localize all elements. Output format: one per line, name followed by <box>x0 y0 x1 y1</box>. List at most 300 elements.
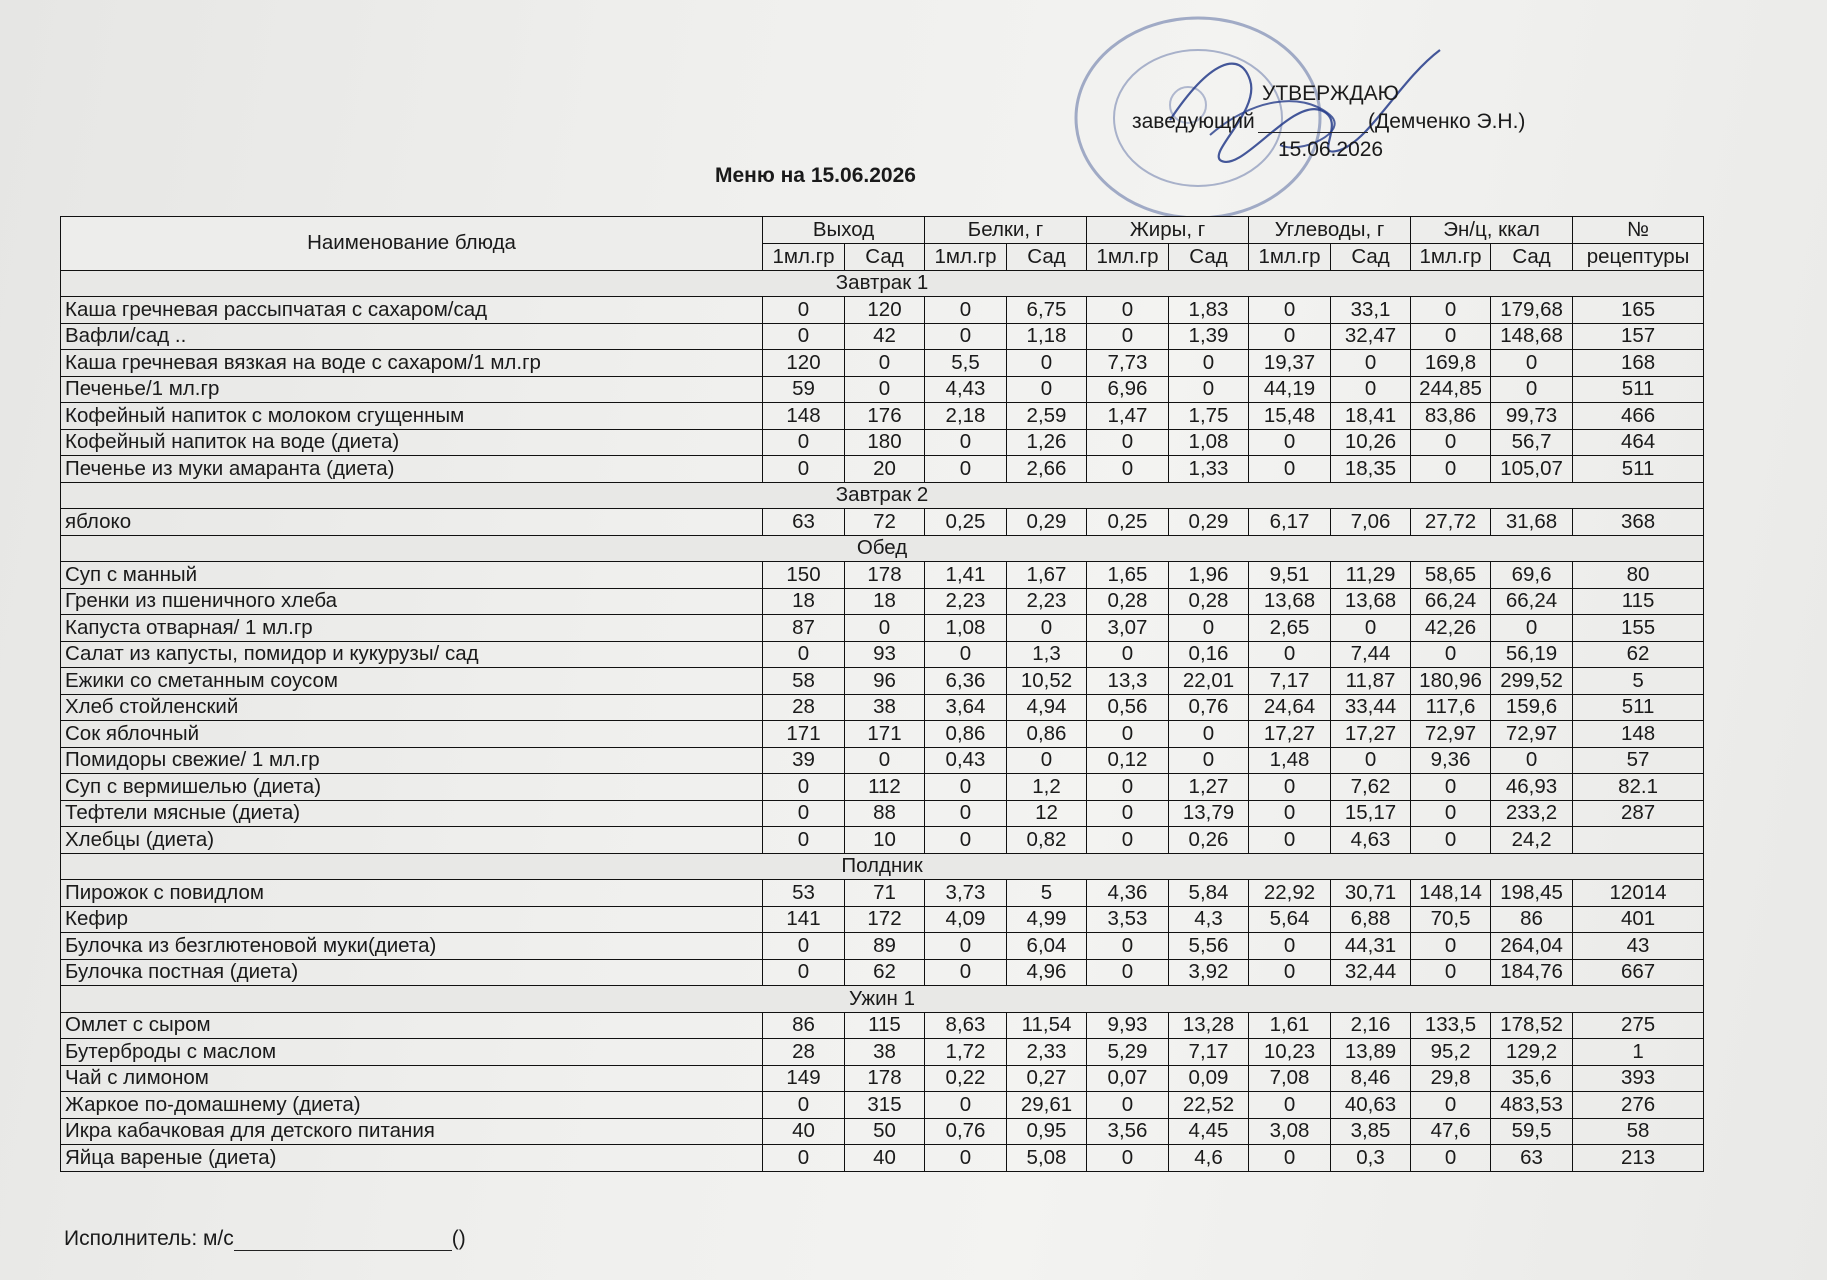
recipe-number: 1 <box>1573 1039 1704 1066</box>
value-cell: 120 <box>763 350 845 377</box>
value-cell: 1,61 <box>1249 1012 1331 1039</box>
approval-role: заведующий <box>1132 110 1255 133</box>
footer-suffix: () <box>451 1227 466 1250</box>
table-row <box>61 562 1704 589</box>
value-cell: 8,46 <box>1331 1065 1411 1092</box>
value-cell: 0 <box>1331 615 1411 642</box>
value-cell: 1,41 <box>925 562 1007 589</box>
header-recipe-top: № <box>1573 217 1704 244</box>
table-row <box>61 323 1704 350</box>
value-cell: 150 <box>763 562 845 589</box>
value-cell: 30,71 <box>1331 880 1411 907</box>
value-cell: 0,29 <box>1007 509 1087 536</box>
value-cell: 0 <box>925 959 1007 986</box>
value-cell: 0,86 <box>1007 721 1087 748</box>
dish-name: Булочка постная (диета) <box>61 959 763 986</box>
value-cell: 0 <box>763 1145 845 1172</box>
footer-blank-line <box>234 1230 452 1251</box>
value-cell: 15,17 <box>1331 800 1411 827</box>
value-cell: 59,5 <box>1491 1118 1573 1145</box>
dish-name: Суп с манный <box>61 562 763 589</box>
value-cell: 0 <box>1007 747 1087 774</box>
value-cell: 0,25 <box>925 509 1007 536</box>
recipe-number: 168 <box>1573 350 1704 377</box>
value-cell: 0 <box>1087 959 1169 986</box>
value-cell: 86 <box>763 1012 845 1039</box>
value-cell: 178,52 <box>1491 1012 1573 1039</box>
dish-name: Кефир <box>61 906 763 933</box>
section-row <box>61 535 1704 562</box>
footer <box>64 1227 466 1251</box>
value-cell: 0 <box>1087 721 1169 748</box>
value-cell: 1,08 <box>925 615 1007 642</box>
dish-name: Гренки из пшеничного хлеба <box>61 588 763 615</box>
value-cell: 29,8 <box>1411 1065 1491 1092</box>
value-cell: 19,37 <box>1249 350 1331 377</box>
value-cell: 95,2 <box>1411 1039 1491 1066</box>
value-cell: 148 <box>763 403 845 430</box>
recipe-number: 276 <box>1573 1092 1704 1119</box>
dish-name: Каша гречневая вязкая на воде с сахаром/1 мл.гр <box>61 350 763 377</box>
value-cell: 0 <box>845 376 925 403</box>
dish-name: Бутерброды с маслом <box>61 1039 763 1066</box>
value-cell: 83,86 <box>1411 403 1491 430</box>
table-row <box>61 959 1704 986</box>
value-cell: 24,64 <box>1249 694 1331 721</box>
value-cell: 0 <box>1491 376 1573 403</box>
recipe-number: 148 <box>1573 721 1704 748</box>
value-cell: 0 <box>925 800 1007 827</box>
value-cell: 117,6 <box>1411 694 1491 721</box>
value-cell: 72 <box>845 509 925 536</box>
value-cell: 32,47 <box>1331 323 1411 350</box>
value-cell: 20 <box>845 456 925 483</box>
approval-title: УТВЕРЖДАЮ <box>1262 82 1399 105</box>
value-cell: 0 <box>763 641 845 668</box>
recipe-number: 287 <box>1573 800 1704 827</box>
value-cell: 66,24 <box>1411 588 1491 615</box>
value-cell: 0 <box>1411 827 1491 854</box>
approval-date: 15.06.2026 <box>1278 138 1384 161</box>
value-cell: 0 <box>1249 297 1331 324</box>
value-cell: 129,2 <box>1491 1039 1573 1066</box>
table-row <box>61 1092 1704 1119</box>
dish-name: яблоко <box>61 509 763 536</box>
value-cell: 178 <box>845 562 925 589</box>
recipe-number: 368 <box>1573 509 1704 536</box>
value-cell: 180 <box>845 429 925 456</box>
value-cell: 4,09 <box>925 906 1007 933</box>
value-cell: 244,85 <box>1411 376 1491 403</box>
table-row <box>61 1039 1704 1066</box>
value-cell: 0 <box>763 1092 845 1119</box>
value-cell: 0 <box>925 323 1007 350</box>
dish-name: Сок яблочный <box>61 721 763 748</box>
value-cell: 44,31 <box>1331 933 1411 960</box>
table-row <box>61 615 1704 642</box>
value-cell: 0 <box>1249 800 1331 827</box>
table-row <box>61 588 1704 615</box>
value-cell: 7,44 <box>1331 641 1411 668</box>
table-row <box>61 403 1704 430</box>
value-cell: 5,5 <box>925 350 1007 377</box>
dish-name: Кофейный напиток с молоком сгущенным <box>61 403 763 430</box>
value-cell: 169,8 <box>1411 350 1491 377</box>
signature-line <box>1258 110 1368 133</box>
value-cell: 1,83 <box>1169 297 1249 324</box>
value-cell: 148,68 <box>1491 323 1573 350</box>
table-row <box>61 906 1704 933</box>
value-cell: 0 <box>1087 800 1169 827</box>
value-cell: 120 <box>845 297 925 324</box>
value-cell: 7,62 <box>1331 774 1411 801</box>
header-group-energy: Эн/ц, ккал <box>1411 217 1573 244</box>
value-cell: 0 <box>925 933 1007 960</box>
value-cell: 27,72 <box>1411 509 1491 536</box>
section-title: Обед <box>61 535 1704 562</box>
value-cell: 0,3 <box>1331 1145 1411 1172</box>
value-cell: 0 <box>763 297 845 324</box>
value-cell: 0 <box>1169 376 1249 403</box>
section-row <box>61 270 1704 297</box>
value-cell: 1,18 <box>1007 323 1087 350</box>
value-cell: 0 <box>1249 641 1331 668</box>
value-cell: 3,92 <box>1169 959 1249 986</box>
value-cell: 1,2 <box>1007 774 1087 801</box>
subheader-cell: Сад <box>1331 244 1411 271</box>
table-row <box>61 1145 1704 1172</box>
subheader-cell: 1мл.гр <box>1249 244 1331 271</box>
value-cell: 1,33 <box>1169 456 1249 483</box>
value-cell: 40,63 <box>1331 1092 1411 1119</box>
table-body <box>61 270 1704 1171</box>
table-header <box>61 217 1704 271</box>
section-title: Полдник <box>61 853 1704 880</box>
dish-name: Икра кабачковая для детского питания <box>61 1118 763 1145</box>
value-cell: 0,76 <box>1169 694 1249 721</box>
value-cell: 0 <box>1331 747 1411 774</box>
value-cell: 0 <box>1491 350 1573 377</box>
value-cell: 0 <box>925 1145 1007 1172</box>
value-cell: 2,65 <box>1249 615 1331 642</box>
value-cell: 63 <box>763 509 845 536</box>
value-cell: 24,2 <box>1491 827 1573 854</box>
value-cell: 33,44 <box>1331 694 1411 721</box>
value-cell: 87 <box>763 615 845 642</box>
value-cell: 3,08 <box>1249 1118 1331 1145</box>
value-cell: 4,43 <box>925 376 1007 403</box>
value-cell: 3,07 <box>1087 615 1169 642</box>
recipe-number: 12014 <box>1573 880 1704 907</box>
value-cell: 5 <box>1007 880 1087 907</box>
value-cell: 72,97 <box>1491 721 1573 748</box>
table-row <box>61 509 1704 536</box>
value-cell: 0,22 <box>925 1065 1007 1092</box>
value-cell: 172 <box>845 906 925 933</box>
value-cell: 86 <box>1491 906 1573 933</box>
value-cell: 38 <box>845 1039 925 1066</box>
table-row <box>61 1065 1704 1092</box>
table-row <box>61 456 1704 483</box>
value-cell: 70,5 <box>1411 906 1491 933</box>
table-row <box>61 721 1704 748</box>
value-cell: 0 <box>1007 615 1087 642</box>
value-cell: 5,64 <box>1249 906 1331 933</box>
value-cell: 62 <box>845 959 925 986</box>
value-cell: 56,7 <box>1491 429 1573 456</box>
value-cell: 13,89 <box>1331 1039 1411 1066</box>
dish-name: Яйца вареные (диета) <box>61 1145 763 1172</box>
value-cell: 13,3 <box>1087 668 1169 695</box>
value-cell: 0 <box>925 641 1007 668</box>
value-cell: 3,73 <box>925 880 1007 907</box>
dish-name: Чай с лимоном <box>61 1065 763 1092</box>
value-cell: 0 <box>1411 1092 1491 1119</box>
value-cell: 10,52 <box>1007 668 1087 695</box>
value-cell: 4,3 <box>1169 906 1249 933</box>
value-cell: 35,6 <box>1491 1065 1573 1092</box>
value-cell: 0 <box>845 350 925 377</box>
recipe-number <box>1573 827 1704 854</box>
value-cell: 0 <box>1491 747 1573 774</box>
header-name: Наименование блюда <box>61 217 763 271</box>
value-cell: 0 <box>1007 350 1087 377</box>
value-cell: 13,68 <box>1249 588 1331 615</box>
value-cell: 0 <box>1491 615 1573 642</box>
value-cell: 6,96 <box>1087 376 1169 403</box>
value-cell: 42,26 <box>1411 615 1491 642</box>
value-cell: 1,48 <box>1249 747 1331 774</box>
value-cell: 58 <box>763 668 845 695</box>
dish-name: Салат из капусты, помидор и кукурузы/ сад <box>61 641 763 668</box>
value-cell: 0 <box>763 323 845 350</box>
value-cell: 5,08 <box>1007 1145 1087 1172</box>
value-cell: 0 <box>1249 827 1331 854</box>
value-cell: 0 <box>845 615 925 642</box>
value-cell: 4,94 <box>1007 694 1087 721</box>
value-cell: 4,99 <box>1007 906 1087 933</box>
value-cell: 22,92 <box>1249 880 1331 907</box>
recipe-number: 43 <box>1573 933 1704 960</box>
dish-name: Вафли/сад .. <box>61 323 763 350</box>
footer-label: Исполнитель: м/с <box>64 1227 234 1250</box>
value-cell: 133,5 <box>1411 1012 1491 1039</box>
value-cell: 1,75 <box>1169 403 1249 430</box>
recipe-number: 115 <box>1573 588 1704 615</box>
value-cell: 0,26 <box>1169 827 1249 854</box>
dish-name: Омлет с сыром <box>61 1012 763 1039</box>
value-cell: 3,64 <box>925 694 1007 721</box>
value-cell: 0 <box>763 933 845 960</box>
table-row <box>61 774 1704 801</box>
dish-name: Печенье/1 мл.гр <box>61 376 763 403</box>
recipe-number: 275 <box>1573 1012 1704 1039</box>
value-cell: 88 <box>845 800 925 827</box>
value-cell: 15,48 <box>1249 403 1331 430</box>
value-cell: 8,63 <box>925 1012 1007 1039</box>
value-cell: 2,23 <box>925 588 1007 615</box>
value-cell: 56,19 <box>1491 641 1573 668</box>
value-cell: 63 <box>1491 1145 1573 1172</box>
value-cell: 0 <box>1087 1145 1169 1172</box>
recipe-number: 57 <box>1573 747 1704 774</box>
value-cell: 28 <box>763 694 845 721</box>
dish-name: Капуста отварная/ 1 мл.гр <box>61 615 763 642</box>
value-cell: 0,25 <box>1087 509 1169 536</box>
value-cell: 0 <box>1249 933 1331 960</box>
value-cell: 4,45 <box>1169 1118 1249 1145</box>
value-cell: 0,12 <box>1087 747 1169 774</box>
value-cell: 44,19 <box>1249 376 1331 403</box>
value-cell: 6,88 <box>1331 906 1411 933</box>
value-cell: 50 <box>845 1118 925 1145</box>
table-row <box>61 880 1704 907</box>
value-cell: 33,1 <box>1331 297 1411 324</box>
recipe-number: 165 <box>1573 297 1704 324</box>
value-cell: 0 <box>1249 774 1331 801</box>
value-cell: 39 <box>763 747 845 774</box>
value-cell: 6,17 <box>1249 509 1331 536</box>
value-cell: 159,6 <box>1491 694 1573 721</box>
value-cell: 29,61 <box>1007 1092 1087 1119</box>
value-cell: 0 <box>925 456 1007 483</box>
value-cell: 141 <box>763 906 845 933</box>
value-cell: 0 <box>1169 615 1249 642</box>
value-cell: 0 <box>1411 323 1491 350</box>
value-cell: 3,53 <box>1087 906 1169 933</box>
value-cell: 1,65 <box>1087 562 1169 589</box>
value-cell: 0 <box>1249 1145 1331 1172</box>
value-cell: 0 <box>1411 429 1491 456</box>
value-cell: 93 <box>845 641 925 668</box>
value-cell: 299,52 <box>1491 668 1573 695</box>
value-cell: 13,28 <box>1169 1012 1249 1039</box>
value-cell: 22,52 <box>1169 1092 1249 1119</box>
value-cell: 179,68 <box>1491 297 1573 324</box>
value-cell: 0 <box>1087 827 1169 854</box>
section-title: Завтрак 1 <box>61 270 1704 297</box>
value-cell: 96 <box>845 668 925 695</box>
value-cell: 11,29 <box>1331 562 1411 589</box>
value-cell: 0 <box>1331 350 1411 377</box>
recipe-number: 464 <box>1573 429 1704 456</box>
value-cell: 233,2 <box>1491 800 1573 827</box>
value-cell: 7,17 <box>1169 1039 1249 1066</box>
value-cell: 0 <box>1169 721 1249 748</box>
dish-name: Тефтели мясные (диета) <box>61 800 763 827</box>
value-cell: 9,51 <box>1249 562 1331 589</box>
value-cell: 0 <box>1411 800 1491 827</box>
header-group-carbs: Углеводы, г <box>1249 217 1411 244</box>
value-cell: 9,93 <box>1087 1012 1169 1039</box>
value-cell: 171 <box>845 721 925 748</box>
value-cell: 0 <box>1249 429 1331 456</box>
recipe-number: 466 <box>1573 403 1704 430</box>
value-cell: 1,39 <box>1169 323 1249 350</box>
value-cell: 0 <box>1087 429 1169 456</box>
subheader-cell: 1мл.гр <box>763 244 845 271</box>
value-cell: 18 <box>763 588 845 615</box>
value-cell: 89 <box>845 933 925 960</box>
value-cell: 13,68 <box>1331 588 1411 615</box>
value-cell: 18,35 <box>1331 456 1411 483</box>
value-cell: 0 <box>925 429 1007 456</box>
value-cell: 0,76 <box>925 1118 1007 1145</box>
dish-name: Ежики со сметанным соусом <box>61 668 763 695</box>
recipe-number: 511 <box>1573 456 1704 483</box>
value-cell: 4,36 <box>1087 880 1169 907</box>
value-cell: 149 <box>763 1065 845 1092</box>
value-cell: 0 <box>1087 641 1169 668</box>
recipe-number: 62 <box>1573 641 1704 668</box>
value-cell: 4,96 <box>1007 959 1087 986</box>
value-cell: 0,28 <box>1087 588 1169 615</box>
dish-name: Кофейный напиток на воде (диета) <box>61 429 763 456</box>
value-cell: 0 <box>1411 1145 1491 1172</box>
value-cell: 3,85 <box>1331 1118 1411 1145</box>
value-cell: 0 <box>1087 774 1169 801</box>
table-row <box>61 694 1704 721</box>
value-cell: 0 <box>763 827 845 854</box>
section-title: Ужин 1 <box>61 986 1704 1013</box>
recipe-number: 157 <box>1573 323 1704 350</box>
header-group-protein: Белки, г <box>925 217 1087 244</box>
value-cell: 12 <box>1007 800 1087 827</box>
value-cell: 315 <box>845 1092 925 1119</box>
subheader-cell: 1мл.гр <box>1411 244 1491 271</box>
value-cell: 0 <box>1249 323 1331 350</box>
menu-table <box>60 216 1704 1172</box>
value-cell: 0 <box>763 774 845 801</box>
header-recipe-bottom: рецептуры <box>1573 244 1704 271</box>
value-cell: 17,27 <box>1331 721 1411 748</box>
recipe-number: 80 <box>1573 562 1704 589</box>
value-cell: 0 <box>845 747 925 774</box>
value-cell: 18,41 <box>1331 403 1411 430</box>
value-cell: 0 <box>763 429 845 456</box>
value-cell: 0,29 <box>1169 509 1249 536</box>
value-cell: 6,04 <box>1007 933 1087 960</box>
table-row <box>61 827 1704 854</box>
value-cell: 9,36 <box>1411 747 1491 774</box>
value-cell: 6,75 <box>1007 297 1087 324</box>
value-cell: 0 <box>1411 456 1491 483</box>
value-cell: 0,56 <box>1087 694 1169 721</box>
value-cell: 0 <box>1411 933 1491 960</box>
value-cell: 0 <box>1169 350 1249 377</box>
value-cell: 0 <box>1087 1092 1169 1119</box>
subheader-cell: Сад <box>845 244 925 271</box>
value-cell: 2,33 <box>1007 1039 1087 1066</box>
value-cell: 42 <box>845 323 925 350</box>
value-cell: 0 <box>763 959 845 986</box>
value-cell: 18 <box>845 588 925 615</box>
value-cell: 0,82 <box>1007 827 1087 854</box>
dish-name: Каша гречневая рассыпчатая с сахаром/сад <box>61 297 763 324</box>
value-cell: 5,84 <box>1169 880 1249 907</box>
value-cell: 0 <box>1249 959 1331 986</box>
value-cell: 10,26 <box>1331 429 1411 456</box>
section-row <box>61 482 1704 509</box>
value-cell: 22,01 <box>1169 668 1249 695</box>
value-cell: 7,17 <box>1249 668 1331 695</box>
value-cell: 180,96 <box>1411 668 1491 695</box>
value-cell: 6,36 <box>925 668 1007 695</box>
value-cell: 66,24 <box>1491 588 1573 615</box>
dish-name: Булочка из безглютеновой муки(диета) <box>61 933 763 960</box>
value-cell: 40 <box>763 1118 845 1145</box>
recipe-number: 213 <box>1573 1145 1704 1172</box>
